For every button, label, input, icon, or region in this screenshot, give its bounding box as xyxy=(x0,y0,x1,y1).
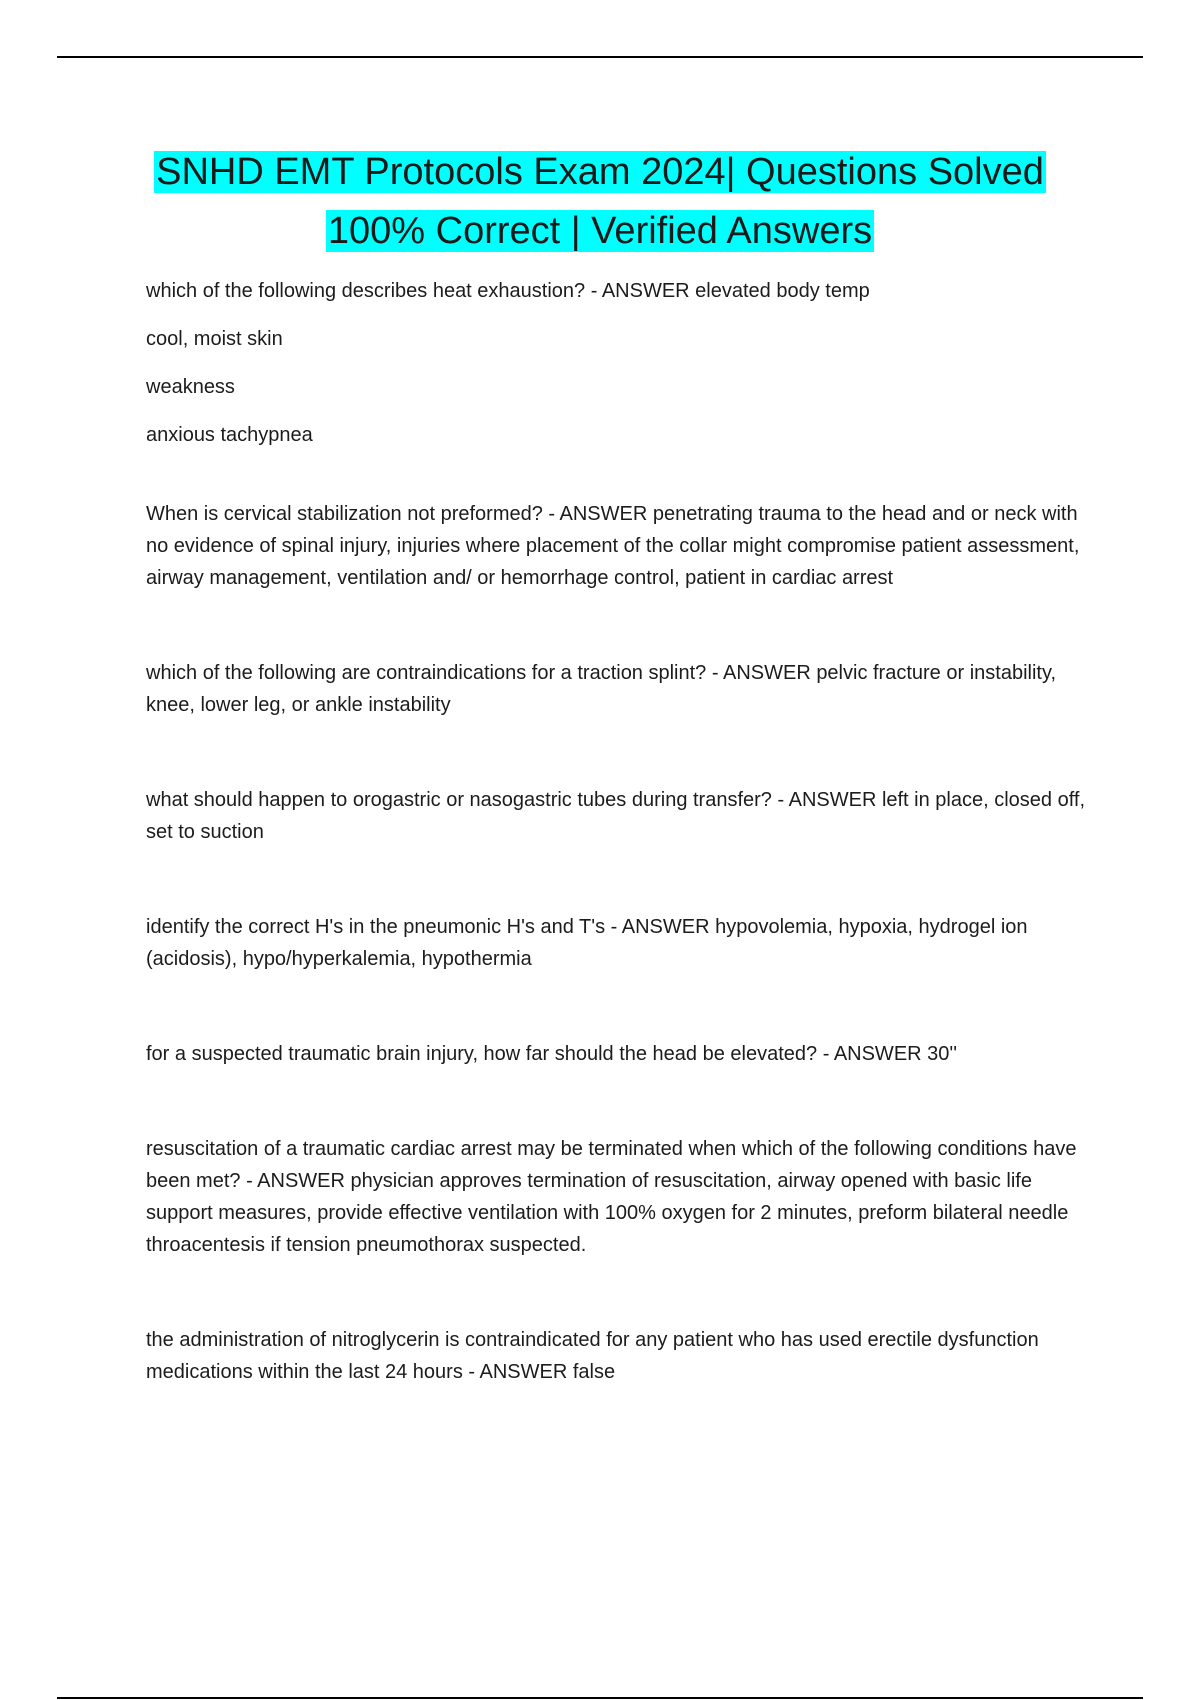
qa-item: resuscitation of a traumatic cardiac arrest may be terminated when which of the following conditions have been met? - ANSWER physician approves termination of resuscitation, airway opened with basic life support measures, provide effective ventilation with 100% oxygen for 2 minutes, preform bilateral needle throacentesis if tension pneumothorax suspected. xyxy=(146,1138,1077,1256)
qa-item: When is cervical stabilization not preformed? - ANSWER penetrating trauma to the head and or neck with no evidence of spinal injury, injuries where placement of the collar might compromise patient assessment, airway management, ventilation and/ or hemorrhage control, patient in cardiac arrest xyxy=(146,503,1080,589)
title-line-1: SNHD EMT Protocols Exam 2024| Questions Solved xyxy=(156,151,1044,193)
bottom-rule xyxy=(57,1697,1143,1699)
document-body xyxy=(146,275,1086,1451)
qa-item: what should happen to orogastric or nasogastric tubes during transfer? - ANSWER left in place, closed off, set to suction xyxy=(146,789,1086,843)
qa-item: the administration of nitroglycerin is contraindicated for any patient who has used erectile dysfunction medications within the last 24 hours - ANSWER false xyxy=(146,1329,1039,1383)
intro-line: cool, moist skin xyxy=(146,328,283,350)
intro-line: which of the following describes heat exhaustion? - ANSWER elevated body temp xyxy=(146,280,870,302)
qa-item: which of the following are contraindications for a traction splint? - ANSWER pelvic fracture or instability, knee, lower leg, or ankle instability xyxy=(146,662,1057,716)
page-title xyxy=(0,143,1200,261)
title-line-2: 100% Correct | Verified Answers xyxy=(327,210,873,252)
intro-line: weakness xyxy=(146,376,235,398)
qa-item: for a suspected traumatic brain injury, how far should the head be elevated? - ANSWER 30'' xyxy=(146,1043,958,1065)
intro-line: anxious tachypnea xyxy=(146,424,313,446)
qa-item: identify the correct H's in the pneumonic H's and T's - ANSWER hypovolemia, hypoxia, hydrogel ion (acidosis), hypo/hyperkalemia, hypothermia xyxy=(146,916,1028,970)
top-rule xyxy=(57,56,1143,58)
